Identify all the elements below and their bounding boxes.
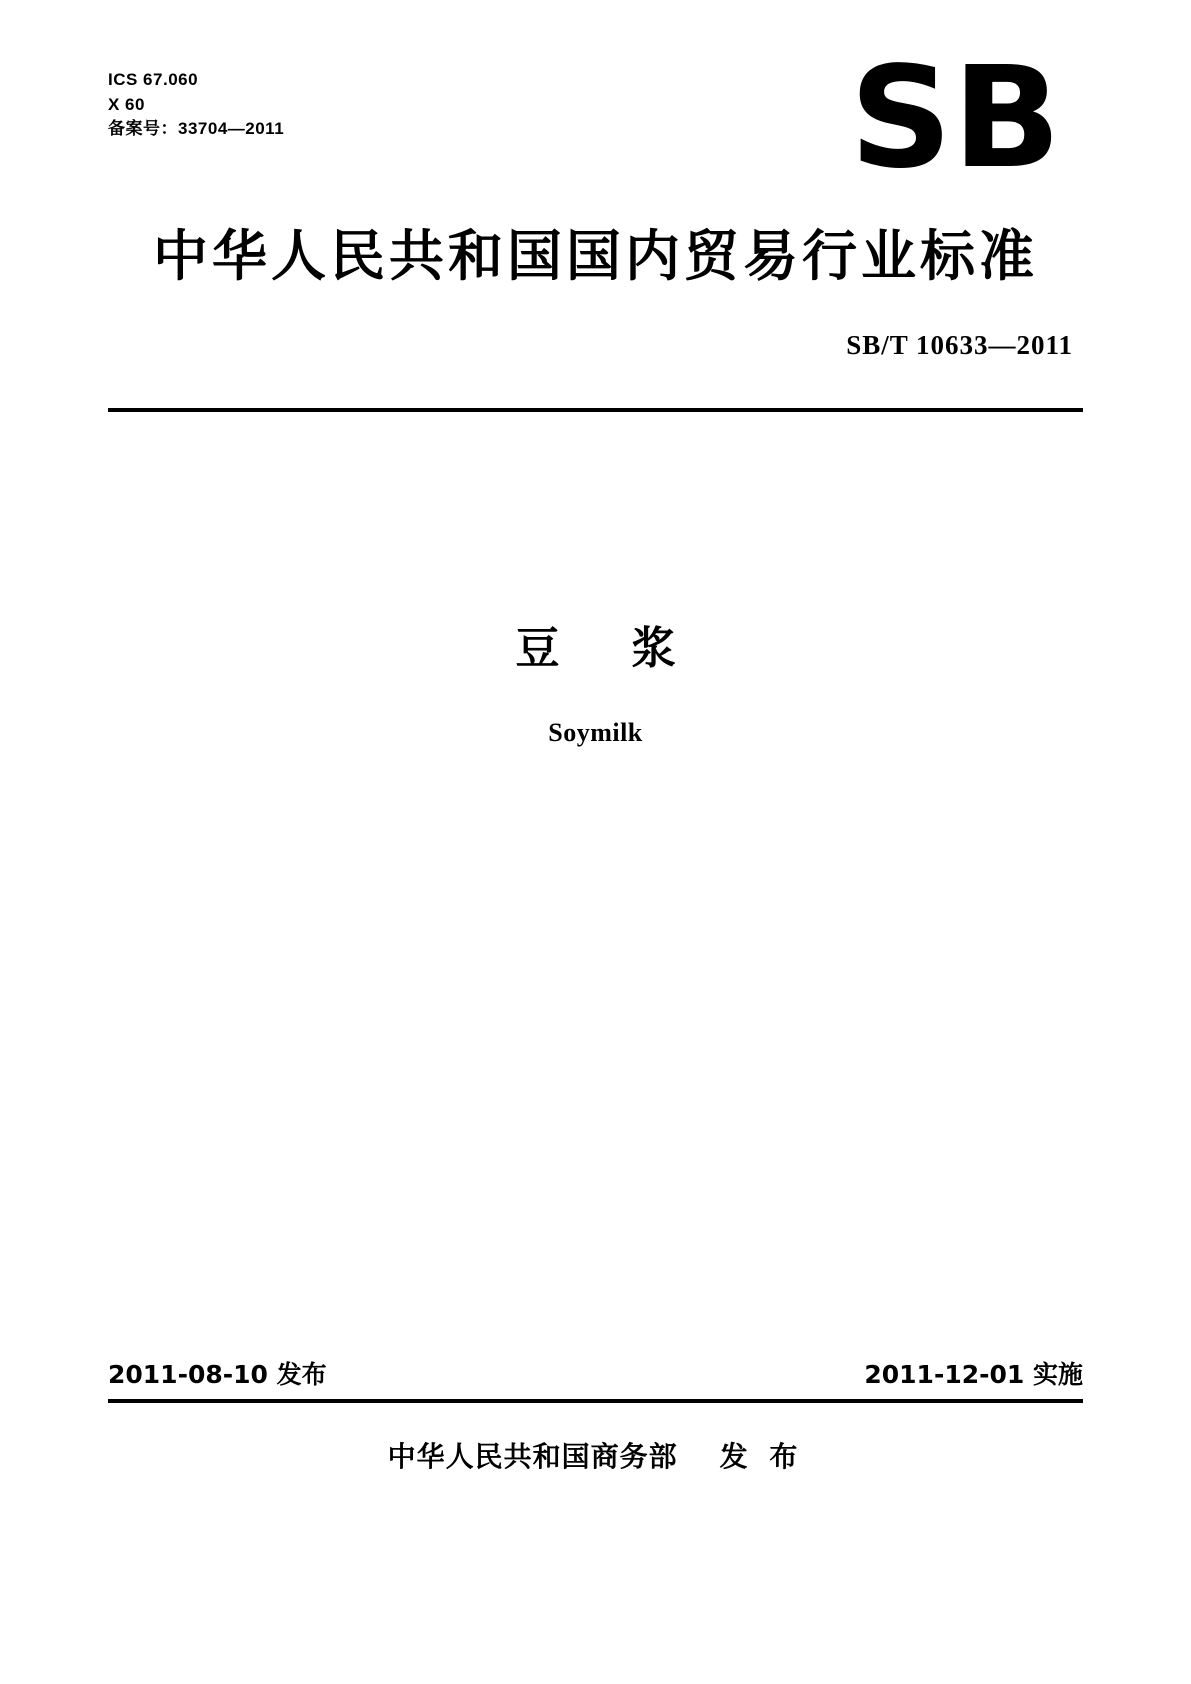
publisher-name: 中华人民共和国商务部 <box>387 1440 678 1473</box>
classification-code: X 60 <box>108 94 145 114</box>
divider-bottom <box>108 1399 1083 1403</box>
divider-top <box>108 408 1083 412</box>
svg-text:SB: SB <box>849 62 1062 182</box>
subject-title-english: Soymilk <box>548 718 643 747</box>
standard-number: SB/T 10633—2011 <box>846 330 1073 360</box>
issue-date: 2011-08-10 发布 <box>108 1360 327 1389</box>
page-title: 中华人民共和国国内贸易行业标准 <box>152 224 1038 288</box>
sb-logo <box>836 62 1071 182</box>
publisher-line <box>0 1435 1191 1475</box>
header-metadata <box>108 68 284 142</box>
implementation-date: 2011-12-01 实施 <box>864 1360 1083 1389</box>
record-number: 备案号：33704—2011 <box>108 119 285 139</box>
publish-verb: 发 布 <box>719 1440 804 1473</box>
ics-code: ICS 67.060 <box>108 70 199 89</box>
subject-title-chinese: 豆浆 <box>515 623 748 674</box>
